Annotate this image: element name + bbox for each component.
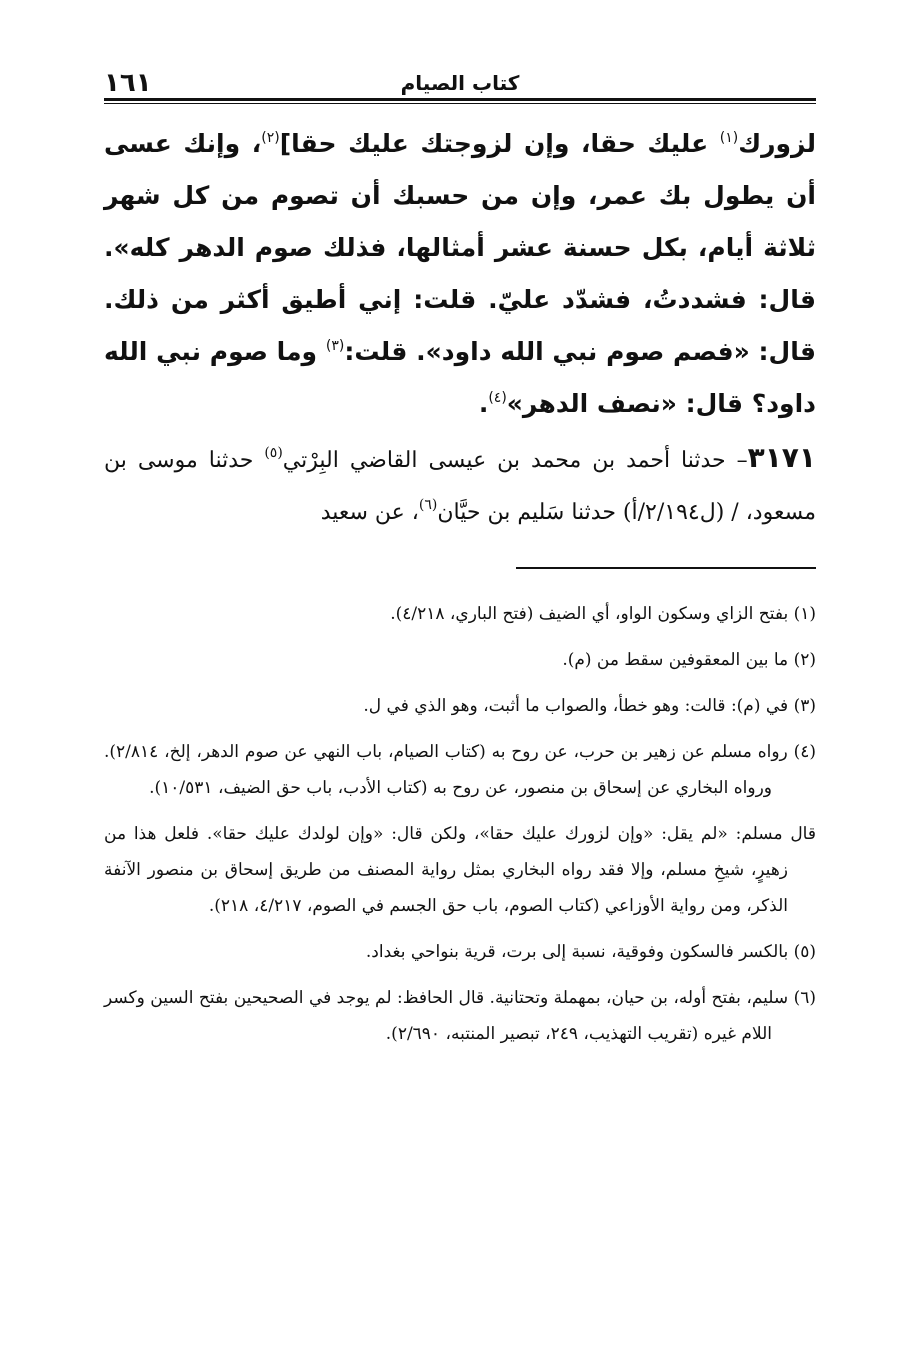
footnote-1: (١) بفتح الزاي وسكون الواو، أي الضيف (فتح الباري، ٤/٢١٨). (390, 604, 816, 624)
hadith-number: ٣١٧١ (747, 441, 816, 474)
footnote-ref: (١) (719, 130, 739, 146)
footnote-2: (٢) ما بين المعقوفين سقط من (م). (562, 650, 816, 670)
footnote-6: (٦) سليم، بفتح أوله، بن حيان، بمهملة وتحتانية. قال الحافظ: لم يوجد في الصحيحين بفتح السين وكسر اللام غيره (تقريب التهذيب، ٢٤٩، تبصير المنتبه، ٢/٦٩٠). (104, 988, 816, 1044)
footnote-ref: (٣) (325, 338, 345, 354)
isnad-text: ، عن سعيد (320, 500, 419, 525)
hadith-isnad (104, 432, 816, 539)
matn-text: وما صوم نبي الله داود؟ قال: «نصف الدهر» (104, 337, 816, 418)
footnote-ref: (٤) (488, 390, 507, 406)
matn-text: لزورك (738, 129, 816, 158)
footnote-4-comment: قال مسلم: «لم يقل: «وإن لزورك عليك حقا»، ولكن قال: «وإن لولدك عليك حقا». فلعل هذا من زهيرٍ، شيخِ مسلم، وإلا فقد رواه البخاري بمثل رواية المصنف من طريق إسحاق بن منصور الآنفة الذكر، ومن رواية الأوزاعي (كتاب الصوم، باب حق الجسم في الصوم، ٤/٢١٧، ٢١٨). (104, 824, 816, 916)
footnote-3: (٣) في (م): قالت: وهو خطأ، والصواب ما أثبت، وهو الذي في ل. (363, 696, 816, 716)
footnote-ref: (٥) (264, 445, 283, 461)
header-rule (104, 98, 816, 104)
footnote-ref: (٢) (261, 130, 280, 146)
footnote-5: (٥) بالكسر فالسكون وفوقية، نسبة إلى برت، قرية بنواحي بغداد. (365, 942, 816, 962)
footnote-separator (516, 567, 816, 569)
isnad-text: حدثنا موسى بن مسعود، / (ل٢/١٩٤/أ) حدثنا سَليم بن حيَّان (104, 448, 816, 525)
footnote-4: (٤) رواه مسلم عن زهير بن حرب، عن روح به (كتاب الصيام، باب النهي عن صوم الدهر، إلخ، ٢/٨١٤). ورواه البخاري عن إسحاق بن منصور، عن روح به (كتاب الأدب، باب حق الضيف، ١٠/٥٣١). (104, 742, 816, 798)
footnote-ref: (٦) (418, 497, 438, 513)
matn-text: ، وإنك عسى أن يطول بك عمر، وإن من حسبك أن تصوم من كل شهر ثلاثة أيام، بكل حسنة عشر أمثالها، فذلك صوم الدهر كله». قال: فشددتُ، فشدّد عليّ. قلت: إني أطيق أكثر من ذلك. قال: «فصم صوم نبي الله داود». قلت: (104, 129, 816, 366)
page-header (104, 68, 816, 98)
footnotes (104, 596, 816, 1062)
page-number: ١٦١ (104, 68, 152, 98)
running-title: كتاب الصيام (400, 71, 520, 95)
hadith-text-continuation (104, 118, 816, 430)
matn-text: . (478, 389, 489, 418)
isnad-text: – حدثنا أحمد بن محمد بن عيسى القاضي البِرْتي (282, 448, 748, 473)
matn-text: عليك حقا، وإن لزوجتك عليك حقا] (279, 129, 720, 158)
